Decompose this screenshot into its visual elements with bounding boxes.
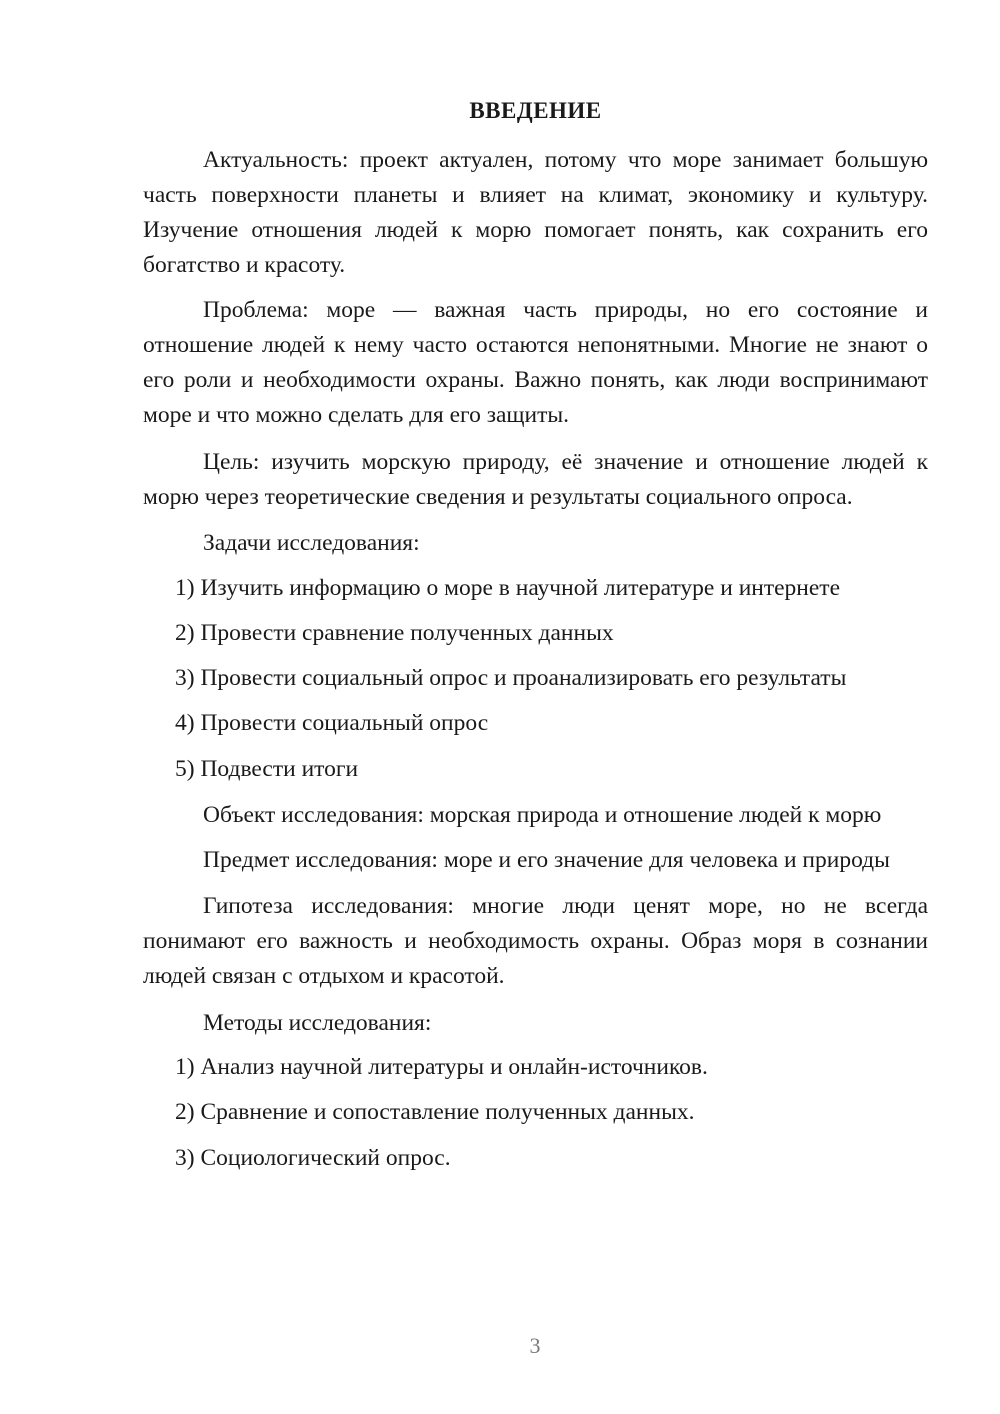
task-item: 5) Подвести итоги [175, 756, 359, 782]
task-item: 1) Изучить информацию о море в научной литературе и интернете [175, 575, 840, 601]
section-title: ВВЕДЕНИЕ [469, 98, 602, 123]
problem-paragraph: Проблема: море — важная часть природы, но его состояние и отношение людей к нему часто остаются непонятными. Многие не знают о его роли и необходимости охраны. Важно понять, как люди воспринимают море и что можно сделать для его защиты. [143, 297, 928, 428]
relevance-paragraph: Актуальность: проект актуален, потому что море занимает большую часть поверхности планеты и влияет на климат, экономику и культуру. Изучение отношения людей к морю помогает понять, как сохранить его богатство и красоту. [143, 147, 928, 278]
goal-paragraph: Цель: изучить морскую природу, её значение и отношение людей к морю через теоретические сведения и результаты социального опроса. [143, 449, 928, 510]
methods-heading: Методы исследования: [203, 1010, 432, 1036]
tasks-heading: Задачи исследования: [203, 530, 420, 556]
method-item: 1) Анализ научной литературы и онлайн-источников. [175, 1054, 708, 1080]
task-item: 2) Провести сравнение полученных данных [175, 620, 614, 646]
page-number: 3 [529, 1333, 541, 1358]
task-item: 3) Провести социальный опрос и проанализировать его результаты [175, 665, 847, 691]
object-line: Объект исследования: морская природа и отношение людей к морю [203, 802, 882, 828]
task-item: 4) Провести социальный опрос [175, 710, 489, 736]
subject-line: Предмет исследования: море и его значение для человека и природы [203, 847, 890, 873]
method-item: 2) Сравнение и сопоставление полученных данных. [175, 1099, 695, 1125]
method-item: 3) Социологический опрос. [175, 1145, 451, 1171]
hypothesis-paragraph: Гипотеза исследования: многие люди ценят море, но не всегда понимают его важность и необходимость охраны. Образ моря в сознании людей связан с отдыхом и красотой. [143, 893, 928, 989]
